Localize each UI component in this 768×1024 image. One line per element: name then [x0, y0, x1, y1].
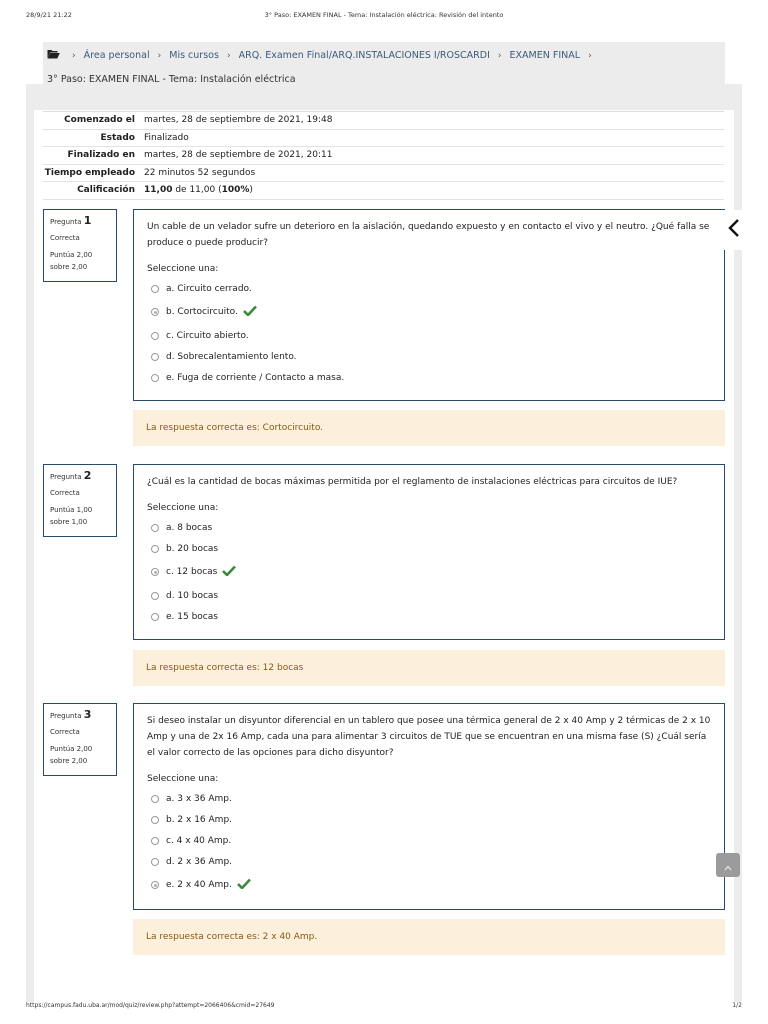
radio-button[interactable] — [151, 858, 159, 866]
answer-prompt: Seleccione una: — [147, 774, 219, 784]
summary-value: martes, 28 de septiembre de 2021, 19:48 — [144, 115, 333, 126]
folder-open-icon[interactable] — [47, 49, 60, 62]
page-title: 3° Paso: EXAMEN FINAL - Tema: Instalación eléctrica — [47, 74, 296, 85]
radio-button[interactable] — [151, 353, 159, 361]
radio-button[interactable] — [151, 795, 159, 803]
grade-mid: de 11,00 ( — [172, 185, 222, 196]
feedback-box — [133, 650, 725, 686]
grade-percent: 100% — [221, 185, 250, 196]
answer-option[interactable]: a. 8 bocas — [147, 517, 711, 538]
question-number: Pregunta 2 — [50, 469, 92, 482]
breadcrumb-area-personal[interactable]: Área personal — [83, 50, 150, 61]
answer-option-selected[interactable]: b. Cortocircuito. — [147, 299, 711, 325]
answer-option[interactable]: a. Circuito cerrado. — [147, 278, 711, 299]
radio-button[interactable] — [151, 881, 159, 889]
breadcrumb-course[interactable]: ARQ. Examen Final/ARQ.INSTALACIONES I/ROSCARDI — [238, 50, 490, 61]
answer-option[interactable]: e. 15 bocas — [147, 606, 711, 627]
radio-button[interactable] — [151, 308, 159, 316]
summary-label: Finalizado en — [67, 150, 135, 161]
scroll-to-top-button[interactable] — [716, 853, 740, 877]
answer-option[interactable]: c. Circuito abierto. — [147, 325, 711, 346]
check-icon — [237, 878, 251, 892]
radio-button[interactable] — [151, 285, 159, 293]
breadcrumb-separator: › — [72, 51, 76, 61]
print-url: https://campus.fadu.uba.ar/mod/quiz/review.php?attempt=2066406&cmid=27649 — [26, 1002, 275, 1009]
question-grade: Puntúa 2,00 sobre 2,00 — [50, 745, 93, 765]
radio-button[interactable] — [151, 524, 159, 532]
question-info — [43, 209, 117, 282]
print-footer — [26, 1002, 742, 1014]
question-text: Si deseo instalar un disyuntor diferencial en un tablero que posee una térmica general de 2 x 40 Amp y 2 térmicas de 2 x 10 Amp y una de 2x 16 Amp, cada una para alimentar 3 circuitos de TUE que se encuentran en una misma fase (S) ¿Cuál sería el valor correcto de las opciones para dicho disyuntor? — [147, 716, 711, 758]
question-info — [43, 464, 117, 537]
breadcrumb-separator: › — [157, 51, 162, 61]
answer-option[interactable]: d. 10 bocas — [147, 585, 711, 606]
grade-end: ) — [249, 185, 253, 196]
grade-score: 11,00 — [144, 185, 173, 196]
summary-value: martes, 28 de septiembre de 2021, 20:11 — [144, 150, 333, 161]
page-header — [43, 42, 725, 106]
answer-option[interactable]: b. 20 bocas — [147, 538, 711, 559]
question-state: Correcta — [50, 234, 80, 242]
radio-button[interactable] — [151, 374, 159, 382]
check-icon — [243, 305, 257, 319]
question-state: Correcta — [50, 728, 80, 736]
question-text: Un cable de un velador sufre un deterioro en la aislación, quedando expuesto y en contacto el vivo y el neutro. ¿Qué falla se produce o puede producir? — [147, 222, 710, 248]
summary-row-time — [43, 165, 724, 183]
question-text: ¿Cuál es la cantidad de bocas máximas permitida por el reglamento de instalaciones eléctricas para circuitos de IUE? — [147, 477, 678, 487]
feedback-box — [133, 410, 725, 446]
question-grade: Puntúa 1,00 sobre 1,00 — [50, 506, 93, 526]
feedback-box — [133, 919, 725, 955]
answer-option[interactable]: b. 2 x 16 Amp. — [147, 809, 711, 830]
print-header — [26, 11, 742, 23]
breadcrumb — [47, 49, 719, 62]
answer-prompt: Seleccione una: — [147, 264, 219, 274]
summary-row-state — [43, 130, 724, 148]
answer-option[interactable]: c. 4 x 40 Amp. — [147, 830, 711, 851]
print-date: 28/9/21 21:22 — [26, 11, 72, 19]
summary-row-grade — [43, 182, 724, 200]
radio-button[interactable] — [151, 837, 159, 845]
answer-option-selected[interactable]: e. 2 x 40 Amp. — [147, 872, 711, 898]
question-box — [133, 464, 725, 640]
feedback-text: La respuesta correcta es: 2 x 40 Amp. — [146, 932, 318, 942]
radio-button[interactable] — [151, 613, 159, 621]
answer-option[interactable]: d. 2 x 36 Amp. — [147, 851, 711, 872]
breadcrumb-mis-cursos[interactable]: Mis cursos — [169, 50, 219, 61]
feedback-text: La respuesta correcta es: 12 bocas — [146, 663, 304, 673]
question-info — [43, 703, 117, 776]
radio-button[interactable] — [151, 332, 159, 340]
answer-option-selected[interactable]: c. 12 bocas — [147, 559, 711, 585]
answer-option[interactable]: e. Fuga de corriente / Contacto a masa. — [147, 367, 711, 388]
main-content — [34, 110, 734, 1002]
feedback-text: La respuesta correcta es: Cortocircuito. — [146, 423, 324, 433]
summary-label: Estado — [100, 132, 135, 143]
answer-prompt: Seleccione una: — [147, 503, 219, 513]
radio-button[interactable] — [151, 545, 159, 553]
radio-button[interactable] — [151, 592, 159, 600]
chevron-left-icon — [728, 218, 740, 242]
question-state: Correcta — [50, 489, 80, 497]
question-number: Pregunta 1 — [50, 214, 92, 227]
question-box — [133, 703, 725, 910]
summary-label: Comenzado el — [64, 115, 135, 126]
attempt-summary-table — [43, 111, 724, 200]
summary-label: Calificación — [77, 185, 135, 196]
drawer-toggle-button[interactable] — [722, 210, 746, 250]
breadcrumb-separator: › — [588, 51, 592, 61]
breadcrumb-separator: › — [497, 51, 502, 61]
radio-button[interactable] — [151, 816, 159, 824]
summary-label: Tiempo empleado — [44, 167, 135, 178]
answer-option[interactable]: d. Sobrecalentamiento lento. — [147, 346, 711, 367]
breadcrumb-separator: › — [226, 51, 231, 61]
answer-option[interactable]: a. 3 x 36 Amp. — [147, 788, 711, 809]
summary-value — [144, 185, 724, 195]
chevron-up-icon — [724, 856, 732, 875]
print-page-number: 1/2 — [732, 1002, 742, 1009]
print-title: 3° Paso: EXAMEN FINAL - Tema: Instalación eléctrica: Revisión del intento — [264, 11, 504, 19]
question-grade: Puntúa 2,00 sobre 2,00 — [50, 251, 93, 271]
radio-button[interactable] — [151, 568, 159, 576]
summary-row-finished — [43, 147, 724, 165]
summary-value: 22 minutos 52 segundos — [144, 167, 256, 178]
breadcrumb-exam[interactable]: EXAMEN FINAL — [509, 50, 581, 61]
question-number: Pregunta 3 — [50, 708, 92, 721]
summary-value: Finalizado — [144, 132, 189, 143]
question-box — [133, 209, 725, 401]
summary-row-started — [43, 112, 724, 130]
check-icon — [222, 565, 236, 579]
